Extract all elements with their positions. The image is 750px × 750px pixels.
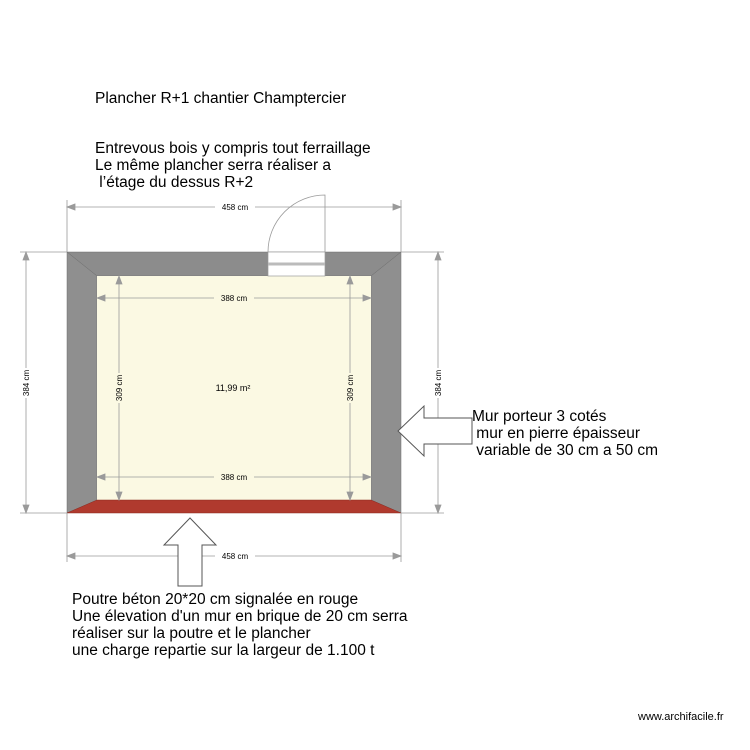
note-bottom-line: une charge repartie sur la largeur de 1.100 t bbox=[72, 642, 375, 659]
dim-inner-right: 309 cm bbox=[346, 374, 355, 402]
dim-outer-top: 458 cm bbox=[221, 203, 249, 212]
wall-top bbox=[67, 252, 401, 276]
note-bottom bbox=[72, 591, 408, 659]
dim-inner-top: 388 cm bbox=[220, 294, 248, 303]
arrow-right-note bbox=[398, 406, 472, 456]
dim-inner-bottom: 388 cm bbox=[220, 473, 248, 482]
note-top-line: Le même plancher serra réaliser a bbox=[95, 157, 332, 174]
dim-outer-right: 384 cm bbox=[434, 369, 443, 397]
note-bottom-line: réaliser sur la poutre et le plancher bbox=[72, 625, 311, 642]
note-top-line: Entrevous bois y compris tout ferraillage bbox=[95, 140, 371, 157]
dim-inner-left: 309 cm bbox=[115, 374, 124, 402]
dim-outer-left: 384 cm bbox=[22, 369, 31, 397]
wall-left bbox=[67, 252, 97, 513]
wall-right bbox=[371, 252, 401, 513]
note-right-line: variable de 30 cm a 50 cm bbox=[472, 442, 659, 459]
concrete-beam bbox=[67, 500, 401, 513]
room-area: 11,99 m² bbox=[215, 383, 251, 393]
note-right-line: mur en pierre épaisseur bbox=[472, 425, 640, 442]
note-bottom-line: Poutre béton 20*20 cm signalée en rouge bbox=[72, 591, 359, 608]
credit-link[interactable]: www.archifacile.fr bbox=[638, 711, 724, 723]
note-right-line: Mur porteur 3 cotés bbox=[472, 408, 607, 425]
dim-outer-bottom: 458 cm bbox=[221, 552, 249, 561]
plan-title: Plancher R+1 chantier Champtercier bbox=[95, 90, 347, 107]
note-top-line: l’étage du dessus R+2 bbox=[95, 174, 254, 191]
note-bottom-line: Une élevation d'un mur en brique de 20 cm serra bbox=[72, 608, 408, 625]
note-right bbox=[472, 408, 658, 459]
arrow-bottom-note bbox=[164, 518, 216, 586]
door-swing bbox=[268, 195, 325, 252]
